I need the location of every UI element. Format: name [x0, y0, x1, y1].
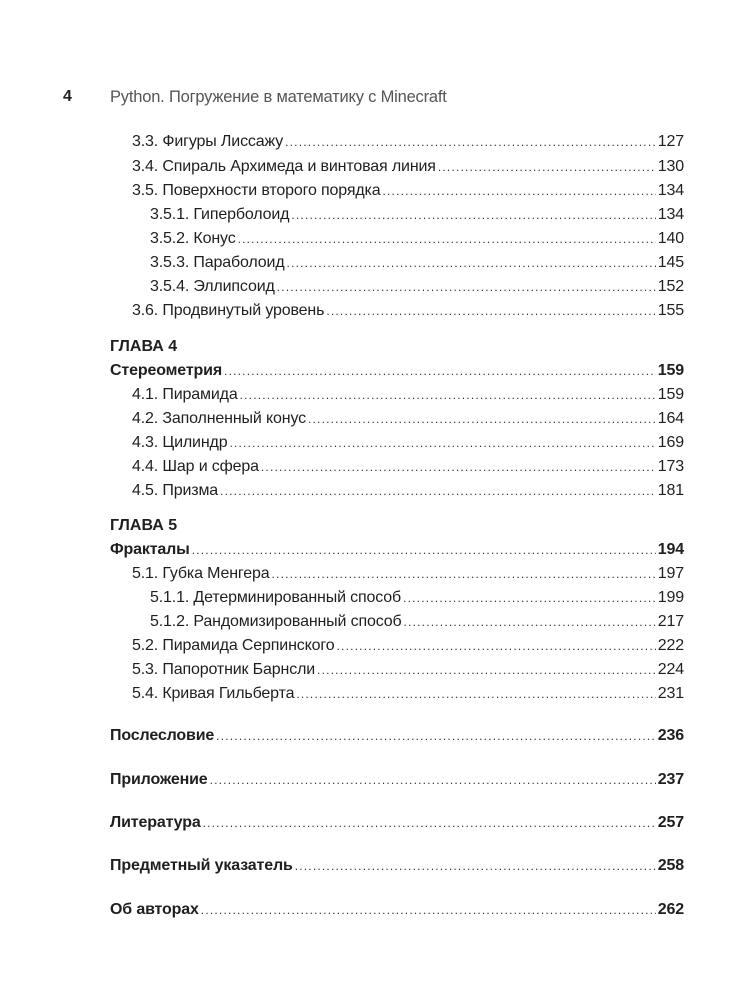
- dot-leader: [238, 229, 656, 249]
- dot-leader: [272, 564, 656, 584]
- toc-entry-title: 3.5.2. Конус: [150, 230, 236, 247]
- toc-entry[interactable]: [132, 457, 684, 477]
- toc-entry[interactable]: [150, 205, 684, 225]
- toc-entry[interactable]: [150, 229, 684, 249]
- toc-entry[interactable]: [132, 433, 684, 453]
- page-number: 4: [63, 88, 72, 105]
- toc-entry-title: Литература: [110, 814, 201, 831]
- toc-backmatter-entry[interactable]: [110, 813, 684, 833]
- toc-entry-page: 197: [657, 565, 684, 582]
- toc-entry-title: 3.5. Поверхности второго порядка: [132, 182, 381, 199]
- toc-entry-title: 3.5.1. Гиперболоид: [150, 206, 290, 223]
- dot-leader: [229, 433, 655, 453]
- toc-entry-title: 4.1. Пирамида: [132, 386, 238, 403]
- toc-entry-page: 134: [657, 182, 684, 199]
- toc-entry-page: 199: [657, 589, 684, 606]
- toc-entry-page: 152: [657, 278, 684, 295]
- toc-entry-page: 257: [657, 814, 684, 831]
- toc-entry[interactable]: [132, 636, 684, 656]
- dot-leader: [203, 813, 656, 833]
- toc-entry[interactable]: [150, 588, 684, 608]
- toc-entry-title: Стереометрия: [110, 362, 223, 379]
- dot-leader: [192, 540, 656, 560]
- toc-entry-title: 3.5.3. Параболоид: [150, 254, 285, 271]
- toc-entry-title: 5.3. Папоротник Барнсли: [132, 661, 316, 678]
- dot-leader: [261, 457, 656, 477]
- toc-entry-title: 3.3. Фигуры Лиссажу: [132, 133, 284, 150]
- toc-entry-title: 3.4. Спираль Архимеда и винтовая линия: [132, 158, 436, 175]
- toc-entry-page: 145: [657, 254, 684, 271]
- toc-entry-page: 134: [657, 206, 684, 223]
- chapter-4-label: ГЛАВА 4: [110, 338, 178, 355]
- toc-entry[interactable]: [132, 385, 684, 405]
- toc-entry-title: 4.5. Призма: [132, 482, 219, 499]
- toc-entry-title: 3.5.4. Эллипсоид: [150, 278, 275, 295]
- dot-leader: [216, 726, 656, 746]
- toc-entry-title: 5.4. Кривая Гильберта: [132, 685, 295, 702]
- toc-entry-title: 3.6. Продвинутый уровень: [132, 302, 325, 319]
- dot-leader: [277, 277, 656, 297]
- toc-entry-page: 155: [657, 302, 684, 319]
- dot-leader: [438, 157, 656, 177]
- toc-entry-page: 194: [657, 541, 684, 558]
- toc-backmatter-entry[interactable]: [110, 726, 684, 746]
- toc-chapter-entry[interactable]: [110, 540, 684, 560]
- toc-entry-page: 236: [657, 727, 684, 744]
- dot-leader: [337, 636, 656, 656]
- toc-entry-page: 130: [657, 158, 684, 175]
- toc-entry-page: 159: [657, 362, 684, 379]
- toc-entry-page: 262: [657, 901, 684, 918]
- toc-entry-page: 222: [657, 637, 684, 654]
- chapter-5-label: ГЛАВА 5: [110, 517, 178, 534]
- toc-entry[interactable]: [132, 301, 684, 321]
- dot-leader: [240, 385, 656, 405]
- toc-entry-page: 217: [657, 613, 684, 630]
- toc-entry-page: 159: [657, 386, 684, 403]
- toc-entry-page: 237: [657, 771, 684, 788]
- book-title: Python. Погружение в математику с Minecraft: [110, 88, 447, 106]
- dot-leader: [296, 684, 655, 704]
- dot-leader: [404, 612, 656, 632]
- dot-leader: [291, 205, 655, 225]
- toc-entry-page: 164: [657, 410, 684, 427]
- toc-entry[interactable]: [132, 157, 684, 177]
- dot-leader: [326, 301, 655, 321]
- toc-entry-page: 231: [657, 685, 684, 702]
- toc-entry-page: 181: [657, 482, 684, 499]
- toc-entry-title: 5.1.2. Рандомизированный способ: [150, 613, 402, 630]
- dot-leader: [317, 660, 656, 680]
- dot-leader: [295, 856, 656, 876]
- toc-entry-title: 4.4. Шар и сфера: [132, 458, 259, 475]
- running-header: [0, 88, 750, 112]
- dot-leader: [224, 361, 656, 381]
- toc-entry-title: 5.1. Губка Менгера: [132, 565, 270, 582]
- toc-entry-title: 5.1.1. Детерминированный способ: [150, 589, 402, 606]
- toc-entry-title: 4.3. Цилиндр: [132, 434, 228, 451]
- toc-entry-title: Предметный указатель: [110, 857, 293, 874]
- toc-chapter-entry[interactable]: [110, 361, 684, 381]
- toc-entry-title: 4.2. Заполненный конус: [132, 410, 306, 427]
- dot-leader: [220, 481, 656, 501]
- toc-entry-title: 5.2. Пирамида Серпинского: [132, 637, 335, 654]
- dot-leader: [287, 253, 656, 273]
- toc-entry[interactable]: [132, 660, 684, 680]
- toc-entry-page: 140: [657, 230, 684, 247]
- toc-entry-title: Фракталы: [110, 541, 190, 558]
- toc-entry-page: 258: [657, 857, 684, 874]
- dot-leader: [403, 588, 656, 608]
- toc-entry[interactable]: [132, 409, 684, 429]
- toc-entry-page: 127: [657, 133, 684, 150]
- toc-entry[interactable]: [150, 253, 684, 273]
- toc-entry[interactable]: [132, 684, 684, 704]
- toc-entry-page: 224: [657, 661, 684, 678]
- toc-backmatter-entry[interactable]: [110, 770, 684, 790]
- toc-entry-title: Об авторах: [110, 901, 199, 918]
- toc-entry[interactable]: [132, 564, 684, 584]
- toc-entry[interactable]: [132, 181, 684, 201]
- toc-entry[interactable]: [150, 612, 684, 632]
- dot-leader: [308, 409, 656, 429]
- dot-leader: [201, 900, 656, 920]
- toc-entry[interactable]: [132, 481, 684, 501]
- dot-leader: [285, 132, 656, 152]
- dot-leader: [210, 770, 656, 790]
- toc-entry-page: 169: [657, 434, 684, 451]
- toc-entry-page: 173: [657, 458, 684, 475]
- toc-backmatter-entry[interactable]: [110, 856, 684, 876]
- toc-backmatter-entry[interactable]: [110, 900, 684, 920]
- toc-entry[interactable]: [132, 132, 684, 152]
- toc-entry-title: Приложение: [110, 771, 208, 788]
- dot-leader: [382, 181, 655, 201]
- toc-entry-title: Послесловие: [110, 727, 215, 744]
- toc-entry[interactable]: [150, 277, 684, 297]
